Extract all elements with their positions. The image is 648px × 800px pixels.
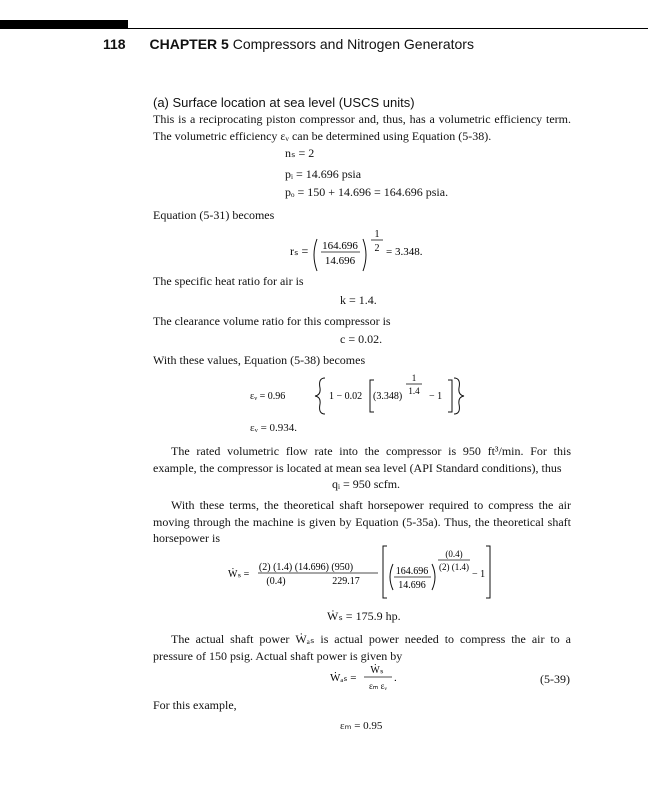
- chapter-label: CHAPTER 5: [149, 36, 229, 52]
- paragraph-clearance: The clearance volume ratio for this compressor is: [153, 314, 391, 328]
- equation-em: εₘ = 0.95: [340, 720, 383, 732]
- rs-left-paren: [314, 239, 317, 271]
- ev-right-bracket: [448, 380, 452, 412]
- ws-f2-denominator: 229.17: [332, 576, 360, 587]
- ws-left-paren: [390, 564, 393, 590]
- ws-left-bracket: [383, 546, 387, 598]
- rs-result: = 3.348.: [386, 246, 423, 258]
- equation-c: c = 0.02.: [340, 332, 383, 346]
- page-number: 118: [103, 36, 126, 52]
- rs-right-paren: [363, 239, 366, 271]
- rs-exp-numerator: 1: [374, 229, 380, 240]
- rs-denominator: 14.696: [324, 255, 356, 267]
- equation-ns: nₛ = 2: [285, 146, 315, 160]
- equation-rs: [290, 225, 450, 273]
- ws-exp-top: (0.4): [445, 549, 463, 559]
- equation-ev: [250, 366, 480, 416]
- ws-right-bracket: [486, 546, 490, 598]
- equation-ws: [228, 540, 498, 602]
- ws-inner-numerator: 164.696: [395, 566, 429, 577]
- equation-qi: qᵢ = 950 scfm.: [332, 477, 401, 491]
- ws-f1-numerator: (2) (1.4) (14.696) (950): [258, 562, 354, 573]
- rs-numerator: 164.696: [322, 240, 358, 252]
- ws-exp-bottom: (2) (1.4): [439, 562, 469, 572]
- paragraph-actual-power: The actual shaft power Ẇₐₛ is actual power needed to compress the air to a pressure of 150 psig. Actual shaft power is given by: [153, 632, 571, 663]
- ev-exp-numerator: 1: [411, 373, 417, 383]
- equation-k: k = 1.4.: [340, 293, 377, 307]
- ev-right-brace: [454, 378, 464, 414]
- chapter-title: Compressors and Nitrogen Generators: [232, 36, 474, 52]
- ev-one-minus: 1 − 0.02: [329, 391, 363, 402]
- was-suffix: .: [394, 672, 397, 684]
- equation-was: [330, 660, 400, 696]
- rs-exp-denominator: 2: [374, 243, 380, 254]
- paragraph-heat-ratio: The specific heat ratio for air is: [153, 274, 304, 288]
- section-heading: (a) Surface location at sea level (USCS units): [153, 95, 415, 110]
- ev-left-brace: [315, 378, 325, 414]
- equation-ev-result: εᵥ = 0.934.: [250, 422, 298, 434]
- was-numerator: Ẇₛ: [370, 665, 384, 676]
- paragraph-eq538: With these values, Equation (5-38) becomes: [153, 353, 366, 367]
- header-rule: [128, 28, 648, 29]
- paragraph-shaft-hp: With these terms, the theoretical shaft horsepower required to compress the air moving through the machine is given by Equation (5-35a). Thus, the theoretical shaft horsepower is: [153, 498, 571, 545]
- ws-inner-denominator: 14.696: [398, 580, 426, 591]
- ev-tail: − 1: [429, 391, 443, 402]
- paragraph-flow-rate: The rated volumetric flow rate into the compressor is 950 ft³/min. For this example, the compressor is located at mean sea level (API Standard conditions), thus: [153, 444, 571, 475]
- equation-number: (5-39): [540, 672, 570, 686]
- ws-f1-denominator: (0.4): [266, 576, 286, 587]
- ws-lhs: Ẇₛ =: [228, 569, 250, 580]
- equation-ws-result: Ẇₛ = 175.9 hp.: [327, 609, 401, 623]
- equation-po: pₒ = 150 + 14.696 = 164.696 psia.: [285, 185, 449, 199]
- ev-base: (3.348): [373, 391, 403, 402]
- paragraph-eq531: Equation (5-31) becomes: [153, 208, 275, 222]
- paragraph-intro: This is a reciprocating piston compressor and, thus, has a volumetric efficiency term. The volumetric efficiency εᵥ can be determined using Equation (5-38).: [153, 112, 571, 143]
- equation-pi: pᵢ = 14.696 psia: [285, 167, 362, 181]
- ev-exp-denominator: 1.4: [408, 386, 420, 396]
- header-bar: [0, 20, 128, 29]
- ev-lhs: εᵥ = 0.96: [250, 391, 286, 402]
- rs-lhs: rₛ =: [290, 244, 309, 258]
- was-denominator: εₘ εᵥ: [368, 681, 388, 691]
- ws-minus-one: − 1: [472, 569, 486, 580]
- ws-right-paren: [432, 564, 435, 590]
- was-lhs: Ẇₐₛ =: [330, 672, 357, 684]
- paragraph-for-example: For this example,: [153, 698, 237, 712]
- running-header: [103, 36, 474, 52]
